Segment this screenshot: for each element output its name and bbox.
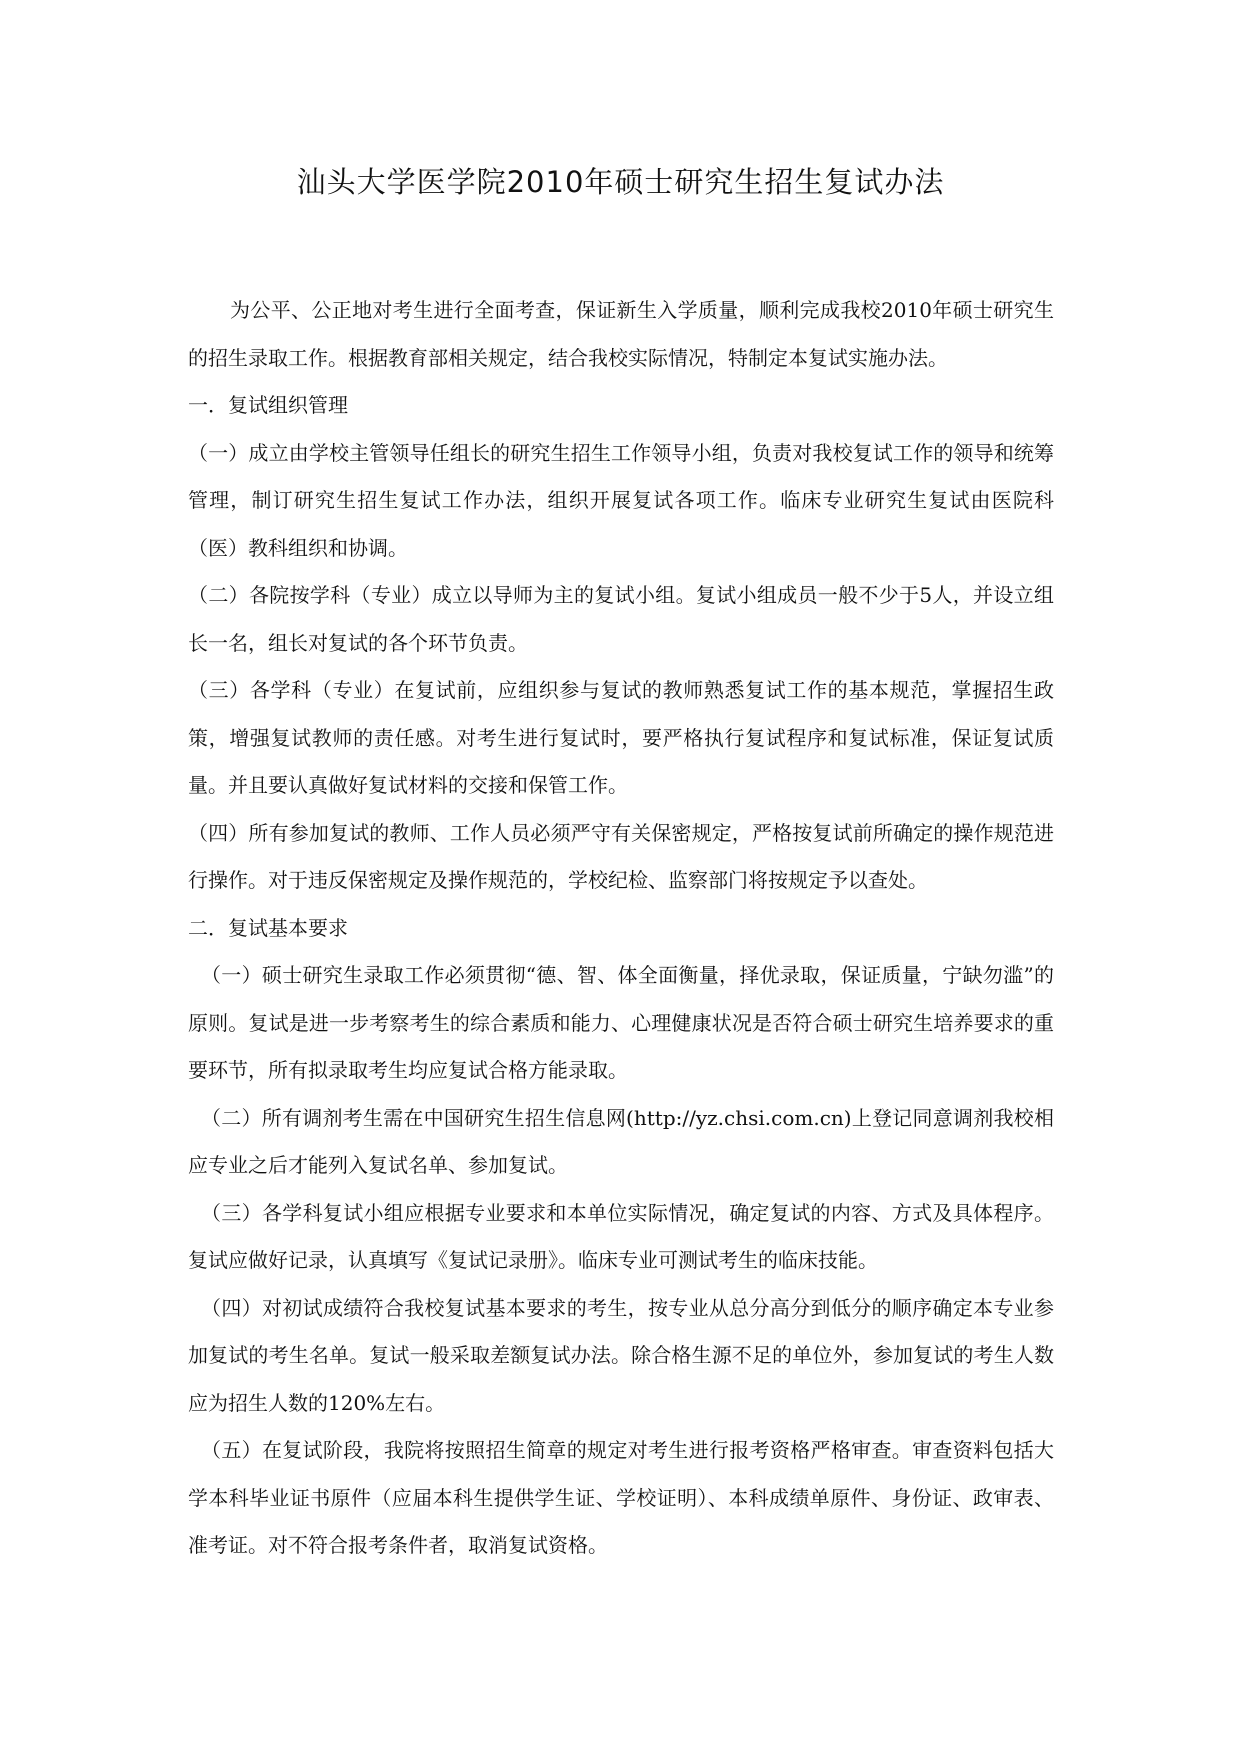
section1-item-2: （二）各院按学科（专业）成立以导师为主的复试小组。复试小组成员一般不少于5人，并设立组长一名，组长对复试的各个环节负责。 [188,583,1054,655]
section-heading-1: 一．复试组织管理 [188,393,348,417]
document-title: 汕头大学医学院2010年硕士研究生招生复试办法 [296,165,945,199]
section2-item-2: （二）所有调剂考生需在中国研究生招生信息网(http://yz.chsi.com.cn)上登记同意调剂我校相应专业之后才能列入复试名单、参加复试。 [188,1105,1054,1177]
section-heading-2: 二．复试基本要求 [188,915,348,940]
section1-item-1: （一）成立由学校主管领导任组长的研究生招生工作领导小组，负责对我校复试工作的领导和统筹管理，制订研究生招生复试工作办法，组织开展复试各项工作。临床专业研究生复试由医院科（医）教科组织和协调。 [188,440,1054,560]
section2-item-1: （一）硕士研究生录取工作必须贯彻“德、智、体全面衡量，择优录取，保证质量，宁缺勿滥”的原则。复试是进一步考察考生的综合素质和能力、心理健康状况是否符合硕士研究生培养要求的重要环节，所有拟录取考生均应复试合格方能录取。 [188,963,1054,1082]
section2-item-3: （三）各学科复试小组应根据专业要求和本单位实际情况，确定复试的内容、方式及具体程序。复试应做好记录，认真填写《复试记录册》。临床专业可测试考生的临床技能。 [188,1200,1054,1272]
section1-item-4: （四）所有参加复试的教师、工作人员必须严守有关保密规定，严格按复试前所确定的操作规范进行操作。对于违反保密规定及操作规范的，学校纪检、监察部门将按规定予以查处。 [188,820,1054,892]
intro-paragraph: 为公平、公正地对考生进行全面考查，保证新生入学质量，顺利完成我校2010年硕士研究生的招生录取工作。根据教育部相关规定，结合我校实际情况，特制定本复试实施办法。 [188,298,1054,370]
section2-item-5: （五）在复试阶段，我院将按照招生简章的规定对考生进行报考资格严格审查。审查资料包括大学本科毕业证书原件（应届本科生提供学生证、学校证明）、本科成绩单原件、身份证、政审表、准考证。对不符合报考条件者，取消复试资格。 [188,1438,1054,1557]
section1-item-3: （三）各学科（专业）在复试前，应组织参与复试的教师熟悉复试工作的基本规范，掌握招生政策，增强复试教师的责任感。对考生进行复试时，要严格执行复试程序和复试标准，保证复试质量。并且要认真做好复试材料的交接和保管工作。 [188,678,1054,797]
section2-item-4: （四）对初试成绩符合我校复试基本要求的考生，按专业从总分高分到低分的顺序确定本专业参加复试的考生名单。复试一般采取差额复试办法。除合格生源不足的单位外，参加复试的考生人数应为招生人数的120%左右。 [188,1295,1054,1415]
document-body [188,287,1054,1570]
